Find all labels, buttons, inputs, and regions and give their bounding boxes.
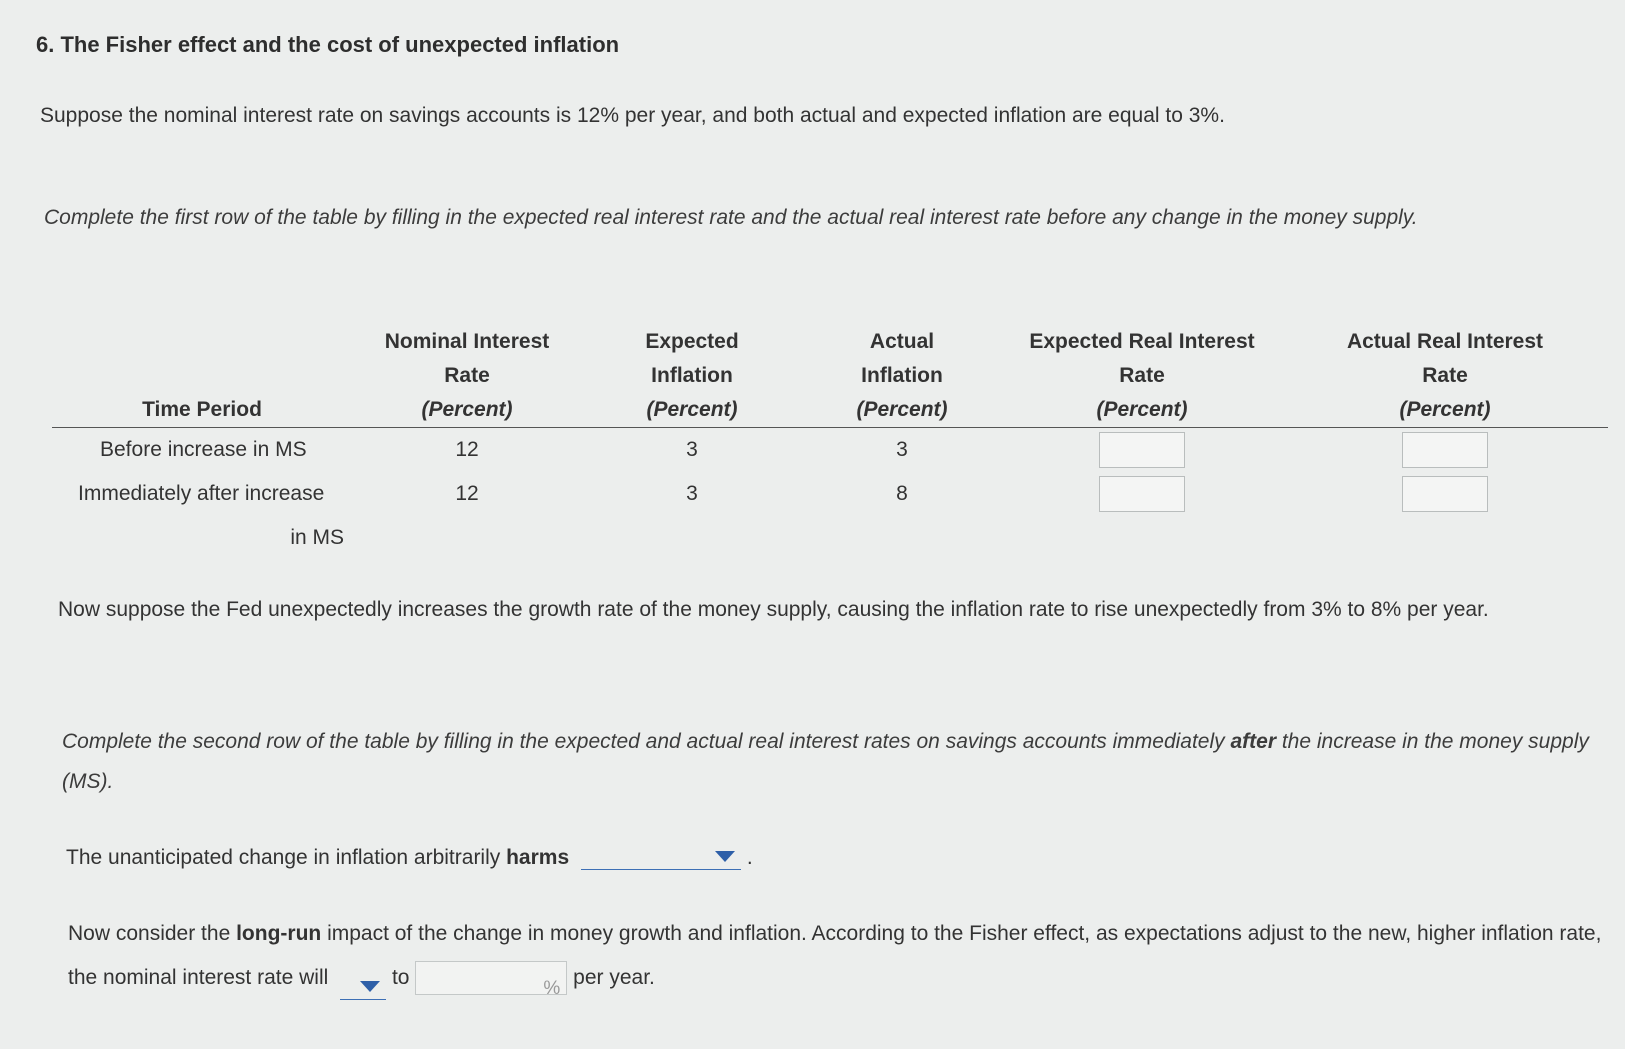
header-nominal-unit: (Percent) xyxy=(421,398,513,421)
instruction2-part1: Complete the second row of the table by filling in the expected and actual real interest rates on savings accounts immediately xyxy=(62,730,1231,753)
header-time-period-label: Time Period xyxy=(142,398,262,421)
row-actual-real-cell xyxy=(1282,472,1608,516)
row-expected-real-cell xyxy=(1002,428,1282,473)
row-period: Immediately after increase xyxy=(78,482,325,505)
row-actual-inflation: 8 xyxy=(896,482,908,505)
chevron-down-icon xyxy=(715,851,735,862)
header-exp-real-l2: Rate xyxy=(1119,364,1165,387)
instruction-first-row: Complete the first row of the table by filling in the expected real interest rate and the actual real interest rate before any change in the money supply. xyxy=(44,206,1418,229)
header-actual-l2: Inflation xyxy=(861,364,943,387)
header-expected-l2: Inflation xyxy=(651,364,733,387)
actual-real-rate-input-before[interactable] xyxy=(1402,432,1488,468)
actual-real-rate-input-after[interactable] xyxy=(1402,476,1488,512)
table-header-row xyxy=(52,325,1608,428)
intro-text: Suppose the nominal interest rate on savings accounts is 12% per year, and both actual and expected inflation are equal to 3%. xyxy=(40,104,1225,127)
row-period: Before increase in MS xyxy=(100,438,307,461)
header-actual-l1: Actual xyxy=(869,330,935,353)
longrun-part2: impact of the change in money growth and inflation. According to the Fisher effect, as expectations adjust to the new, higher inflation rate, the nominal interest rate will xyxy=(68,922,1602,989)
row-actual-real-cell xyxy=(1282,428,1608,473)
harms-sentence xyxy=(66,845,753,870)
header-expected-l1: Expected xyxy=(645,330,739,353)
expected-real-rate-input-after[interactable] xyxy=(1099,476,1185,512)
header-exp-real-l1: Expected Real Interest xyxy=(1029,330,1255,353)
nominal-rate-direction-dropdown[interactable] xyxy=(340,975,386,1000)
longrun-per-year: per year. xyxy=(567,966,655,989)
longrun-bold: long-run xyxy=(236,922,322,945)
header-expected-unit: (Percent) xyxy=(646,398,738,421)
header-time-period xyxy=(52,325,352,428)
header-nominal-l2: Rate xyxy=(444,364,490,387)
row-expected-inflation: 3 xyxy=(686,482,698,505)
nominal-rate-percent-input[interactable] xyxy=(415,961,567,1000)
table-row xyxy=(52,428,1608,473)
instruction-second-row xyxy=(62,722,1592,802)
instruction2-bold: after xyxy=(1230,730,1277,753)
header-expected-inflation xyxy=(582,325,802,428)
header-exp-real-unit: (Percent) xyxy=(1096,398,1188,421)
scenario-text: Now suppose the Fed unexpectedly increases the growth rate of the money supply, causing the inflation rate to rise unexpectedly from 3% to 8% per year. xyxy=(58,598,1489,621)
header-nominal-rate xyxy=(352,325,582,428)
longrun-part1: Now consider the xyxy=(68,922,237,945)
header-actual-real-rate xyxy=(1282,325,1608,428)
harms-suffix: . xyxy=(746,846,753,869)
harms-bold: harms xyxy=(506,846,570,869)
row-actual-inflation: 3 xyxy=(896,438,908,461)
row-period-continued: in MS xyxy=(290,526,344,549)
longrun-to: to xyxy=(386,966,416,989)
chevron-down-icon xyxy=(360,981,380,992)
header-act-real-l1: Actual Real Interest xyxy=(1346,330,1544,353)
row-expected-real-cell xyxy=(1002,472,1282,516)
row-expected-inflation: 3 xyxy=(686,438,698,461)
header-nominal-l1: Nominal Interest xyxy=(384,330,550,353)
harms-prefix: The unanticipated change in inflation arbitrarily xyxy=(66,846,507,869)
expected-real-rate-input-before[interactable] xyxy=(1099,432,1185,468)
instruction2-part2: the increase in the money supply (MS). xyxy=(62,730,1589,793)
header-actual-inflation xyxy=(802,325,1002,428)
row-nominal-rate: 12 xyxy=(455,438,479,461)
row-nominal-rate: 12 xyxy=(455,482,479,505)
harms-dropdown[interactable] xyxy=(581,845,741,870)
question-title: 6. The Fisher effect and the cost of unexpected inflation xyxy=(36,32,620,57)
longrun-paragraph xyxy=(68,912,1608,1000)
fisher-table xyxy=(52,325,1608,560)
header-expected-real-rate xyxy=(1002,325,1282,428)
table-row xyxy=(52,472,1608,516)
header-act-real-l2: Rate xyxy=(1422,364,1468,387)
header-act-real-unit: (Percent) xyxy=(1399,398,1491,421)
header-actual-unit: (Percent) xyxy=(856,398,948,421)
percent-sign: % xyxy=(543,978,561,1000)
table-row-continuation xyxy=(52,516,1608,560)
